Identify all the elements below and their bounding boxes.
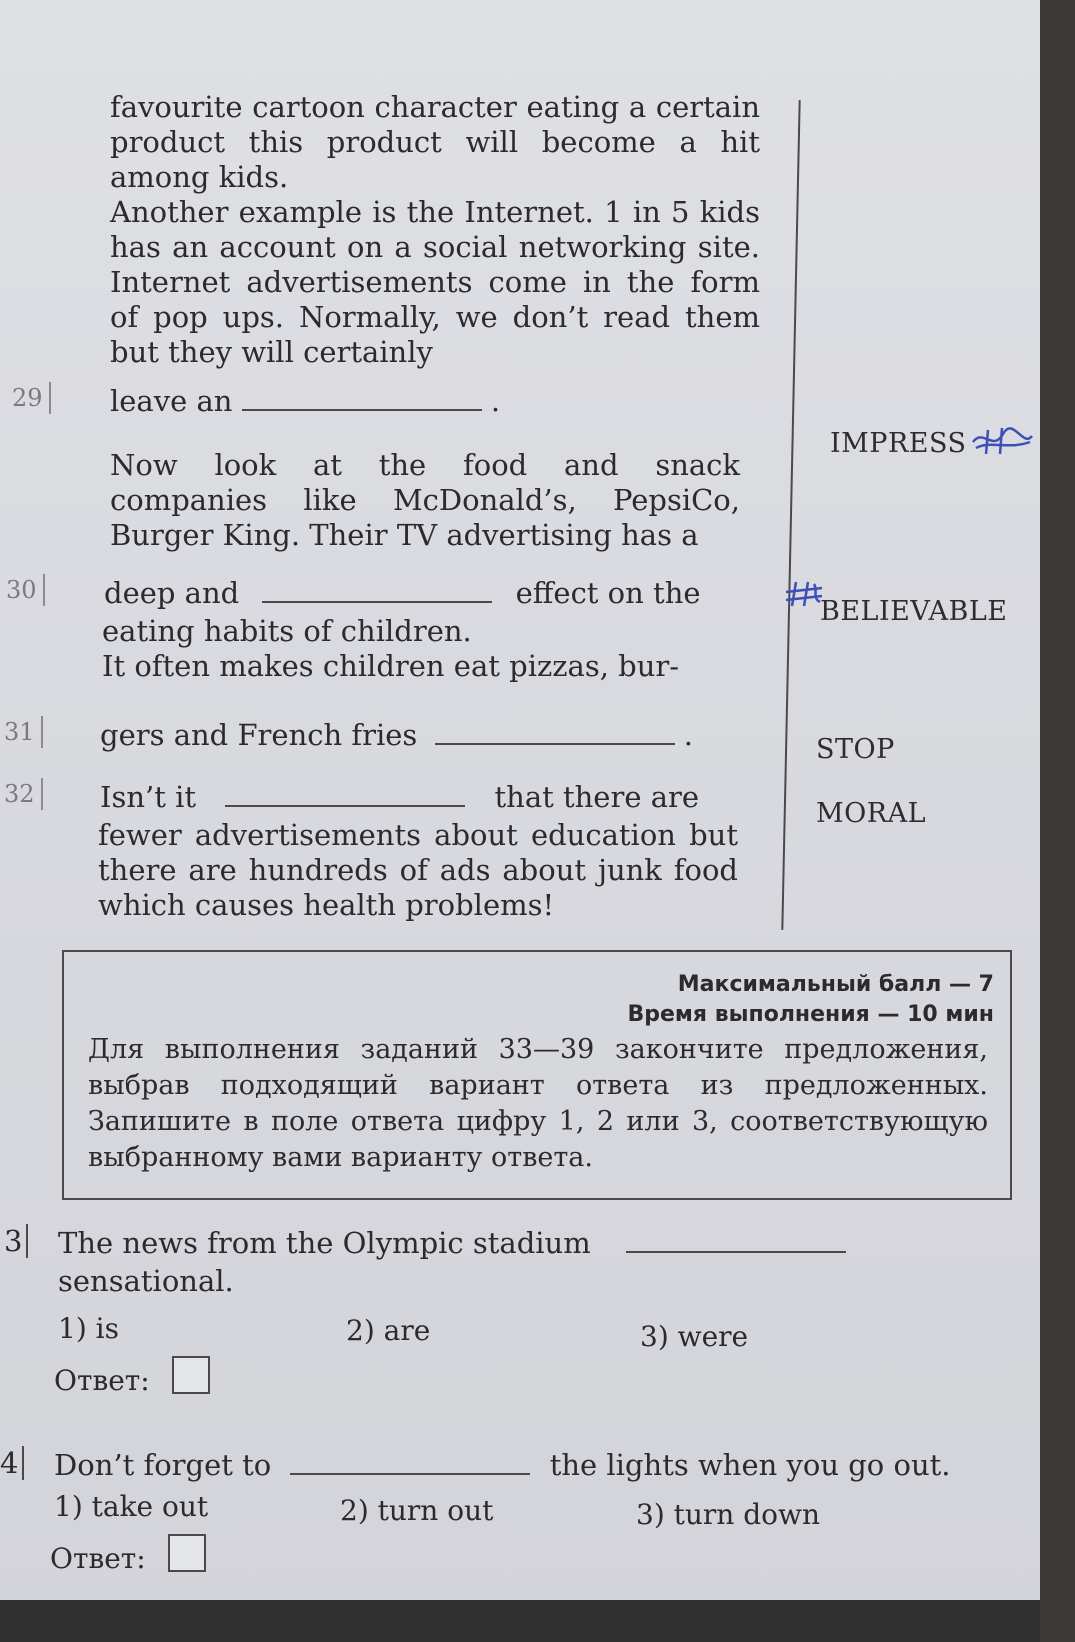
q29-end: .: [490, 384, 501, 418]
word-bank-impress: IMPRESS: [830, 428, 967, 459]
passage-para-6: fewer advertisements about education but there are hundreds of ads about junk food which causes health problems!: [98, 818, 738, 922]
q29-blank[interactable]: [242, 385, 482, 411]
q31-line: [100, 716, 760, 754]
passage-block-2: [110, 448, 740, 553]
q32-text-b: that there are: [494, 780, 700, 814]
question-number-30: 30: [6, 574, 45, 606]
q34-text-b: the lights when you go out.: [549, 1448, 951, 1482]
q32-line: [100, 778, 760, 816]
q30-text-a: deep and: [104, 576, 240, 610]
question-number-29: 29: [12, 382, 51, 414]
max-score: Максимальный балл — 7: [677, 972, 994, 997]
word-bank-believable: BELIEVABLE: [820, 596, 1008, 627]
word-bank-stop: STOP: [816, 734, 895, 765]
q33-option-2[interactable]: 2) are: [346, 1314, 431, 1347]
q34-answer-label: Ответ:: [50, 1542, 146, 1575]
q33-option-3[interactable]: 3) were: [640, 1320, 749, 1353]
q34-answer-box[interactable]: [168, 1534, 206, 1572]
pen-scribble-icon: [968, 420, 1038, 460]
reading-passage: [110, 90, 760, 370]
q30-line: [104, 574, 764, 612]
q31-end: .: [683, 718, 693, 752]
q33-option-1[interactable]: 1) is: [58, 1312, 119, 1345]
q33-stem: [58, 1224, 998, 1300]
question-number-32: 32: [4, 778, 43, 810]
desk-background: [0, 1600, 1040, 1642]
q32-blank[interactable]: [225, 781, 465, 807]
question-number-34: 4: [0, 1446, 24, 1480]
passage-para-1: favourite cartoon character eating a certain product this product will become a hit among kids.: [110, 90, 760, 194]
task-instructions-box: [62, 950, 1012, 1200]
passage-block-4: [98, 818, 738, 923]
q31-text: gers and French fries: [100, 718, 418, 752]
q34-option-3[interactable]: 3) turn down: [636, 1498, 821, 1531]
q30-text-b: effect on the: [515, 576, 701, 610]
passage-para-3: Now look at the food and snack companies like McDonald’s, PepsiCo, Burger King. Their TV advertising has a: [110, 448, 740, 552]
q29-text: leave an: [110, 384, 233, 418]
question-number-31: 31: [4, 716, 43, 748]
q29-line: [110, 382, 750, 420]
passage-para-2: Another example is the Internet. 1 in 5 kids has an account on a social networking site. Internet advertisements come in the form of pop ups. Normally, we don’t read them but they will certainly: [110, 195, 760, 369]
passage-para-5: It often makes children eat pizzas, bur-: [102, 649, 680, 683]
word-bank-moral: MORAL: [816, 798, 927, 829]
q34-stem: [54, 1446, 1034, 1484]
q31-blank[interactable]: [435, 719, 675, 745]
q34-blank[interactable]: [290, 1449, 530, 1475]
q33-answer-box[interactable]: [172, 1356, 210, 1394]
q34-option-1[interactable]: 1) take out: [54, 1490, 209, 1523]
q32-text-a: Isn’t it: [100, 780, 197, 814]
column-divider: [781, 100, 800, 930]
q33-blank[interactable]: [626, 1227, 846, 1253]
passage-block-3: [102, 614, 752, 684]
q33-text-a: The news from the Olympic stadium: [58, 1226, 591, 1260]
q34-text-a: Don’t forget to: [54, 1448, 272, 1482]
q34-option-2[interactable]: 2) turn out: [340, 1494, 494, 1527]
task-instructions: Для выполнения заданий 33—39 закончите предложения, выбрав подходящий вариант ответа из предложенных. Запишите в поле ответа цифру 1, 2 или 3, соответствующую выбранному вами варианту ответа.: [88, 1034, 988, 1173]
question-number-33: 3: [4, 1224, 28, 1258]
q30-blank[interactable]: [262, 577, 492, 603]
q33-text-b: sensational.: [58, 1264, 234, 1298]
q33-answer-label: Ответ:: [54, 1364, 150, 1397]
time-limit: Время выполнения — 10 мин: [627, 1002, 994, 1027]
passage-para-4: eating habits of children.: [102, 614, 472, 648]
